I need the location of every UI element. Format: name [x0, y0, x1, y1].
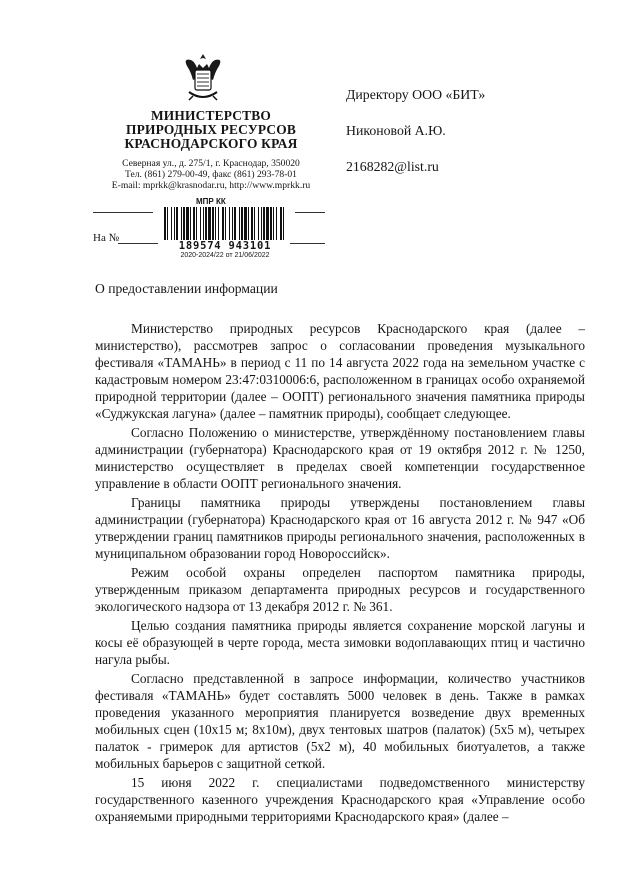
barcode-bar: [181, 207, 182, 240]
barcode-bar: [258, 207, 259, 240]
ministry-line-3: КРАСНОДАРСКОГО КРАЯ: [124, 136, 298, 151]
ministry-address: [80, 158, 342, 191]
barcode-bar: [261, 207, 262, 240]
barcode-bar: [183, 207, 185, 240]
paragraph: Границы памятника природы утверждены постановлением главы администрации (губернатора) Краснодарского края от 16 августа 2012 г. № 947 «Об утверждении границ памятников природы регионального значения, расположенных в муниципальном образовании город Новороссийск».: [95, 495, 585, 561]
ministry-line-2: ПРИРОДНЫХ РЕСУРСОВ: [125, 122, 297, 137]
paragraph: Согласно Положению о министерстве, утверждённому постановлением главы администрации (губернатора) Краснодарского края от 19 октября 2012 г. № 1250, министерство осуществляет в пределах своей компетенции государственное управление в области ООПТ регионального значения.: [95, 425, 585, 491]
paragraph: Режим особой охраны определен паспортом памятника природы, утвержденным приказом департамента природных ресурсов и государственного экологического надзора от 13 декабря 2012 г. № 361.: [95, 565, 585, 614]
ministry-name: [96, 109, 326, 151]
barcode-bar: [244, 207, 247, 240]
barcode-bar: [248, 207, 249, 240]
addressee-email: 2168282@list.ru: [346, 159, 439, 174]
barcode-bar: [193, 207, 195, 240]
barcode-bar: [225, 207, 226, 240]
paragraph: 15 июня 2022 г. специалистами подведомственного министерству государственного казенного учреждения Краснодарского края «Управление особо охраняемыми природными территориями Краснодарского края» (далее –: [95, 775, 585, 824]
paragraph: Согласно представленной в запросе информации, количество участников фестиваля «ТАМАНЬ» будет составлять 5000 человек в день. Также в рамках проведения указанного мероприятия планируется возведение двух временных мобильных сцен (10х15 м; 8х10м), двух тентовых шатров (палаток) (5х5 м), четырех палаток - гримерок для артистов (5х2 м), 40 мобильных биотуалетов, а также мобильных барьеров с защитной сеткой.: [95, 671, 585, 771]
barcode-bar: [171, 207, 172, 240]
barcode-bar: [190, 207, 191, 240]
barcode-bar: [234, 207, 236, 240]
ref-date-line: [290, 243, 325, 244]
paragraph: Целью создания памятника природы является сохранение морской лагуны и косы её образующей в черте города, места зимовки водоплавающих птиц и частично нагула рыбы.: [95, 618, 585, 667]
barcode-bar: [200, 207, 201, 240]
na-label: На №: [93, 232, 120, 244]
barcode-bar: [167, 207, 168, 240]
date-line: [93, 212, 153, 213]
barcode-bar: [176, 207, 178, 240]
krasnodar-coat-of-arms-icon: [181, 52, 225, 102]
barcode-bar: [251, 207, 253, 240]
barcode-bar: [254, 207, 255, 240]
barcode-bar: [196, 207, 197, 240]
barcode-bar: [222, 207, 224, 240]
letter-body: [95, 320, 585, 827]
barcode-bar: [229, 207, 230, 240]
barcode-bar: [283, 207, 284, 240]
barcode-bar: [266, 207, 269, 240]
barcode-bar: [174, 207, 175, 240]
barcode-bar: [212, 207, 214, 240]
addressee-position: Директору ООО «БИТ»: [346, 87, 486, 102]
barcode-bar: [241, 207, 243, 240]
ministry-line-1: МИНИСТЕРСТВО: [150, 108, 272, 123]
barcode-bar: [164, 207, 166, 240]
barcode-bar: [203, 207, 204, 240]
barcode-number: 189574 943101: [178, 240, 272, 252]
addressee-name: Никоновой А.Ю.: [346, 123, 446, 138]
letter-subject: О предоставлении информации: [95, 281, 278, 296]
number-line: [295, 212, 325, 213]
registration-number: 2020-2024/22 от 21/06/2022: [180, 252, 270, 259]
barcode-bar: [215, 207, 216, 240]
barcode-bar: [232, 207, 233, 240]
email-line: E-mail: mprkk@krasnodar.ru, http://www.mprkk.ru: [111, 180, 311, 191]
barcode-bar: [276, 207, 277, 240]
barcode-bar: [218, 207, 219, 240]
barcode-bar: [270, 207, 272, 240]
barcode-bar: [273, 207, 274, 240]
ref-number-line: [118, 243, 158, 244]
barcode-bar: [205, 207, 207, 240]
phone-line: Тел. (861) 279-00-49, факс (861) 293-78-01: [125, 169, 297, 180]
barcode: [162, 207, 288, 240]
paragraph: Министерство природных ресурсов Краснодарского края (далее – министерство), рассмотрев запрос о согласовании проведения музыкального фестиваля «ТАМАНЬ» в период с 11 по 14 августа 2022 года на земельном участке с кадастровым номером 23:47:0310006:6, расположенном в границах особо охраняемой природной территории (далее – ООПТ) регионального значения памятника природы «Суджукская лагуна» (далее – памятник природы), сообщает следующее.: [95, 321, 585, 421]
barcode-bar: [186, 207, 189, 240]
barcode-bar: [280, 207, 282, 240]
barcode-bar: [239, 207, 240, 240]
reg-stamp-label: МПР КК: [196, 197, 226, 206]
barcode-bar: [263, 207, 265, 240]
address-line: Северная ул., д. 275/1, г. Краснодар, 350020: [122, 158, 300, 169]
barcode-bar: [208, 207, 211, 240]
